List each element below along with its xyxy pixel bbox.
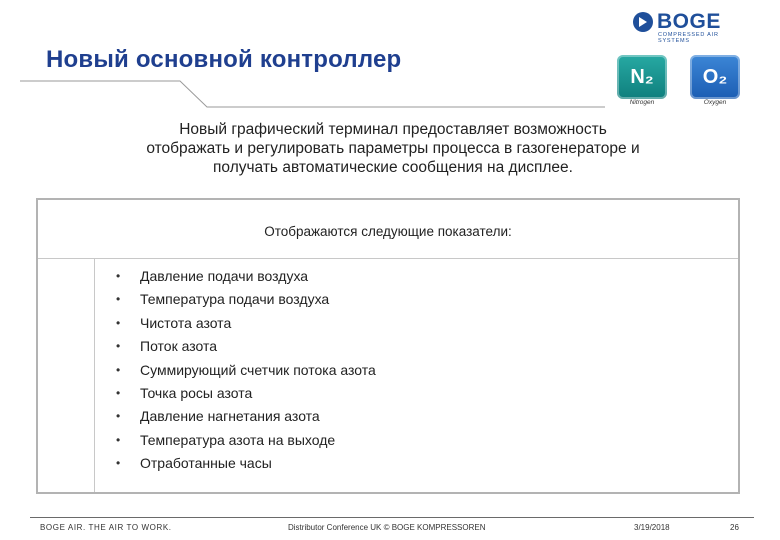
page-title: Новый основной контроллер	[46, 46, 402, 73]
nitrogen-badge	[617, 55, 667, 107]
list-item: • Давление подачи воздуха	[116, 268, 376, 291]
list-item: • Чистота азота	[116, 315, 376, 338]
list-item: • Поток азота	[116, 338, 376, 361]
intro-paragraph	[62, 120, 724, 177]
list-item: • Температура азота на выходе	[116, 432, 376, 455]
footer-divider	[30, 517, 754, 518]
list-item: • Суммирующий счетчик потока азота	[116, 362, 376, 385]
intro-line: Новый графический терминал предоставляет возможность	[179, 121, 607, 138]
intro-line: отображать и регулировать параметры процесса в газогенераторе и	[146, 140, 640, 157]
panel-heading: Отображаются следующие показатели:	[264, 224, 512, 239]
list-item: • Отработанные часы	[116, 455, 376, 478]
boge-logo-icon	[633, 12, 653, 32]
oxygen-badge	[690, 55, 740, 107]
brand-logo	[633, 10, 745, 44]
intro-line: получать автоматические сообщения на дисплее.	[213, 159, 573, 176]
footer-date: 3/19/2018	[634, 523, 670, 532]
footer-copyright: Distributor Conference UK © BOGE KOMPRESSOREN	[288, 523, 486, 532]
oxygen-symbol: O₂	[690, 55, 740, 99]
page-number: 26	[730, 523, 739, 532]
oxygen-label: Oxygen	[703, 99, 727, 106]
brand-name: BOGE	[657, 10, 721, 33]
indicator-list	[116, 268, 376, 479]
footer-slogan: BOGE AIR. THE AIR TO WORK.	[40, 523, 172, 532]
list-item: • Давление нагнетания азота	[116, 408, 376, 431]
panel-column-divider	[94, 258, 95, 492]
list-item: • Температура подачи воздуха	[116, 291, 376, 314]
list-item: • Точка росы азота	[116, 385, 376, 408]
brand-tagline: COMPRESSED AIR SYSTEMS	[658, 32, 719, 44]
panel-divider	[38, 258, 738, 259]
nitrogen-symbol: N₂	[617, 55, 667, 99]
nitrogen-label: Nitrogen	[629, 99, 655, 106]
indicators-panel	[36, 198, 740, 494]
